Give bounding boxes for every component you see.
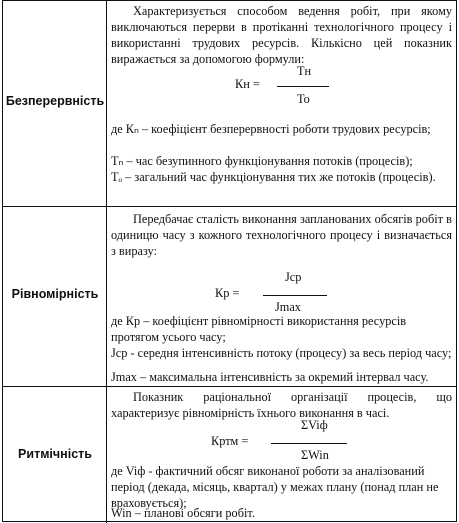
row-rhythmicity <box>3 387 456 523</box>
definition-line: де Viф - фактичний обсяг виконаної роботи за аналізований період (декада, місяць, квартал) у межах плану (понад план не враховується); <box>111 464 439 510</box>
formula-denominator: Jmax <box>275 300 301 314</box>
definition-line: Win – планові обсяги робіт. <box>111 506 255 520</box>
formula-lhs: Кртм = <box>211 434 249 448</box>
label-cell <box>3 387 107 523</box>
indicators-table <box>2 0 457 522</box>
definition-line: Jср - середня інтенсивність потоку (процесу) за весь період часу; <box>111 346 452 360</box>
description-text: Характеризується способом ведення робіт, при якому виключаються перерви в протіканні технологічного процесу і використанні трудових ресурсів. Кількісно цей показник виражається за допомогою формули: <box>111 4 452 66</box>
label-cell <box>3 207 107 386</box>
formula-denominator: То <box>297 92 310 106</box>
definition-line: де Кₙ – коефіцієнт безперервності роботи трудових ресурсів; <box>111 122 431 136</box>
formula-numerator: Jср <box>285 270 302 284</box>
label-cell <box>3 1 107 206</box>
description-text: Показник раціональної організації процесів, що характеризує рівномірність їхнього виконання в часі. <box>111 390 452 420</box>
fraction-line <box>271 443 347 444</box>
row-label-rhythmicity: Ритмічність <box>18 447 92 461</box>
definition-line: Тₒ – загальний час функціонування тих же потоків (процесів). <box>111 170 436 184</box>
row-uniformity <box>3 207 456 387</box>
formula-numerator: ΣViф <box>301 418 328 432</box>
description-cell <box>111 387 452 523</box>
formula-numerator: Тн <box>297 64 312 78</box>
formula-lhs: Кр = <box>215 286 240 300</box>
definition-line: де Кр – коефіцієнт рівномірності використання ресурсів протягом усього часу; <box>111 314 407 344</box>
description-cell <box>111 207 452 386</box>
row-label-continuity: Безперервність <box>5 94 105 108</box>
fraction-line <box>277 86 329 87</box>
description-cell <box>111 1 452 206</box>
formula-lhs: Кн = <box>235 77 260 91</box>
fraction-line <box>263 295 327 296</box>
row-label-uniformity: Рівномірність <box>11 287 99 301</box>
definition-line: Тₙ – час безупинного функціонування потоків (процесів); <box>111 154 413 168</box>
description-text: Передбачає сталість виконання запланованих обсягів робіт в одиницю часу з кожного технологічного процесу і визначається з виразу: <box>111 212 452 258</box>
formula-denominator: ΣWin <box>301 448 329 462</box>
definition-line: Jmax – максимальна інтенсивність за окремий інтервал часу. <box>111 370 429 384</box>
row-continuity <box>3 1 456 207</box>
